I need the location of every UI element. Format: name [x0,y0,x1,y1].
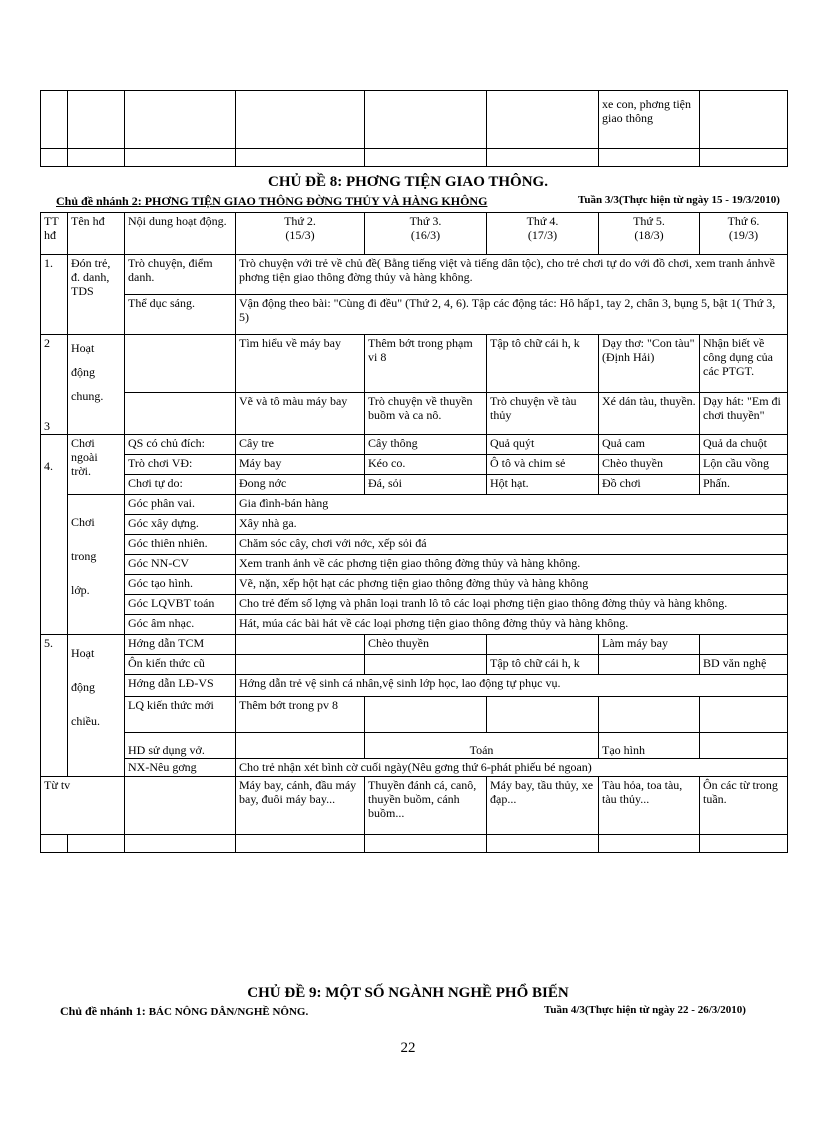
corner-text: Gia đình-bán hàng [236,495,788,515]
s5-label: HD sử dụng vở. [125,733,236,759]
s2-r1-thu: Dạy thơ: "Con tàu" (Định Hải) [599,335,700,393]
s5-r6-text: Cho trẻ nhận xét bình cờ cuối ngày(Nêu gơng thứ 6-phát phiếu bé ngoan) [236,759,788,777]
corner-label: Góc âm nhạc. [125,615,236,635]
corner-text: Xem tranh ảnh về các phơng tiện giao thông đờng thủy và hàng không. [236,555,788,575]
s2-r2-wed: Trò chuyện về tàu thủy [487,393,599,435]
weekly-schedule-table [40,212,788,853]
corner-label: Góc thiên nhiên. [125,535,236,555]
s1-text-1: Trò chuyện với trẻ về chủ đề( Bằng tiếng việt và tiếng dân tộc), cho trẻ chơi tự do với đồ chơi, xem tranh ảnhvề phơng tiện giao thông đờng thủy và hàng không. [236,255,788,295]
s5-r5-tue: Toán [365,733,599,759]
s4-num: 4. [41,435,68,635]
s1-label-2: Thể dục sáng. [125,295,236,335]
top-table-fragment [40,90,788,167]
theme9-branch-name: BÁC NÔNG DÂN/NGHỀ NÔNG. [148,1006,309,1018]
s4-cell: Cây thông [365,435,487,455]
s5-label: Hớng dẫn LĐ-VS [125,675,236,697]
s5-r1-tue: Chèo thuyền [365,635,487,655]
s5-label: Hớng dẫn TCM [125,635,236,655]
s4-label: Trò chơi VĐ: [125,455,236,475]
s4-cell: Đong nớc [236,475,365,495]
corner-text: Vẽ, nặn, xếp hột hạt các phơng tiện giao thông đờng thủy và hàng không [236,575,788,595]
header-day-tue: Thứ 3. (16/3) [365,213,487,255]
header-day-thu: Thứ 5. (18/3) [599,213,700,255]
s5-r2-fri: BD văn nghệ [700,655,788,675]
header-noidung: Nội dung hoạt động. [125,213,236,255]
s2-r1-mon: Tìm hiểu về máy bay [236,335,365,393]
s2-r2-mon: Vẽ và tô màu máy bay [236,393,365,435]
s4-cell: Cây tre [236,435,365,455]
corner-text: Hát, múa các bài hát về các loại phơng tiện giao thông đờng thủy và hàng không. [236,615,788,635]
s5-r5-thu: Tạo hình [599,733,700,759]
s4-cell: Quả da chuột [700,435,788,455]
s1-text-2: Vận động theo bài: "Cùng đi đều" (Thứ 2, 4, 6). Tập các động tác: Hô hấp1, tay 2, chân 3, bụng 5, bật 1( Thứ 3, 5) [236,295,788,335]
s4-cell: Đá, sỏi [365,475,487,495]
s4-cell: Lộn cầu vồng [700,455,788,475]
s5-r3-text: Hớng dẫn trẻ vệ sinh cá nhân,vệ sinh lớp học, lao động tự phục vụ. [236,675,788,697]
s4-outdoor-name: Chơi ngoài trời. [68,435,125,495]
s1-name: Đón trẻ, đ. danh, TDS [68,255,125,335]
s6-wed: Máy bay, tầu thủy, xe đạp... [487,777,599,835]
page-number: 22 [400,1040,416,1056]
s4-cell: Chèo thuyền [599,455,700,475]
s4-cell: Quả cam [599,435,700,455]
s2-r2-fri: Dạy hát: "Em đi chơi thuyền" [700,393,788,435]
s1-label-1: Trò chuyện, điểm danh. [125,255,236,295]
theme8-branch: Chủ đề nhánh 2: PHƠNG TIỆN GIAO THÔNG ĐỜNG THỦY VÀ HÀNG KHÔNG [56,194,488,208]
s4-cell: Kéo co. [365,455,487,475]
theme9-week: Tuần 4/3(Thực hiện từ ngày 22 - 26/3/2010) [544,1004,746,1016]
s2-r2-thu: Xé dán tàu, thuyền. [599,393,700,435]
s4-cell: Đồ chơi [599,475,700,495]
header-row [41,213,788,255]
s2-num2: 3 [41,393,68,435]
s4-cell: Phấn. [700,475,788,495]
s2-r1-fri: Nhận biết về công dụng của các PTGT. [700,335,788,393]
s4-label: QS có chủ đích: [125,435,236,455]
s4-cell: Quả quýt [487,435,599,455]
s4-label: Chơi tự do: [125,475,236,495]
corner-text: Chăm sóc cây, chơi với nớc, xếp sỏi đá [236,535,788,555]
s2-num: 2 [41,335,68,393]
theme8-title: CHỦ ĐỀ 8: PHƠNG TIỆN GIAO THÔNG. [268,174,548,190]
s5-label: NX-Nêu gơng [125,759,236,777]
header-day-wed: Thứ 4. (17/3) [487,213,599,255]
s5-num: 5. [41,635,68,777]
s2-r1-tue: Thêm bớt trong phạm vi 8 [365,335,487,393]
corner-label: Góc NN-CV [125,555,236,575]
s5-r2-wed: Tập tô chữ cái h, k [487,655,599,675]
corner-label: Góc xây dựng. [125,515,236,535]
theme8-week: Tuần 3/3(Thực hiện từ ngày 15 - 19/3/2010) [578,194,780,206]
corner-label: Góc tạo hình. [125,575,236,595]
s6-mon: Máy bay, cánh, đầu máy bay, đuôi máy bay... [236,777,365,835]
s4-cell: Máy bay [236,455,365,475]
s4-cell: Ô tô và chim sẻ [487,455,599,475]
s6-tue: Thuyền đánh cá, canô, thuyền buồm, cánh buồm... [365,777,487,835]
top-cell-text: xe con, phơng tiện giao thông [599,91,700,149]
s2-r2-tue: Trò chuyện về thuyền buồm và ca nô. [365,393,487,435]
s5-label: LQ kiến thức mới [125,697,236,733]
corner-text: Xây nhà ga. [236,515,788,535]
corner-text: Cho trẻ đếm số lợng và phân loại tranh lô tô các loại phơng tiện giao thông đờng thủy và hàng không. [236,595,788,615]
s4-cell: Hột hạt. [487,475,599,495]
theme9-title: CHỦ ĐỀ 9: MỘT SỐ NGÀNH NGHỀ PHỔ BIẾN [247,985,569,1001]
header-ten: Tên hđ [68,213,125,255]
s4-indoor-name: Chơi trong lớp. [68,495,125,635]
s2-name: Hoạt động chung. [68,335,125,435]
s5-r4-mon: Thêm bớt trong pv 8 [236,697,365,733]
corner-label: Góc phân vai. [125,495,236,515]
s6-thu: Tàu hỏa, toa tàu, tàu thủy... [599,777,700,835]
s6-fri: Ôn các từ trong tuần. [700,777,788,835]
corner-label: Góc LQVBT toán [125,595,236,615]
header-day-fri: Thứ 6. (19/3) [700,213,788,255]
s2-r1-wed: Tập tô chữ cái h, k [487,335,599,393]
s5-name: Hoạt động chiều. [68,635,125,777]
s6-name: Từ tv [41,777,125,835]
s1-num: 1. [41,255,68,335]
theme9-branch [60,1004,308,1019]
header-tt: TT hđ [41,213,68,255]
s5-label: Ôn kiến thức cũ [125,655,236,675]
header-day-mon: Thứ 2. (15/3) [236,213,365,255]
theme9-branch-prefix: Chủ đề nhánh 1: [60,1004,149,1018]
s5-r1-thu: Làm máy bay [599,635,700,655]
